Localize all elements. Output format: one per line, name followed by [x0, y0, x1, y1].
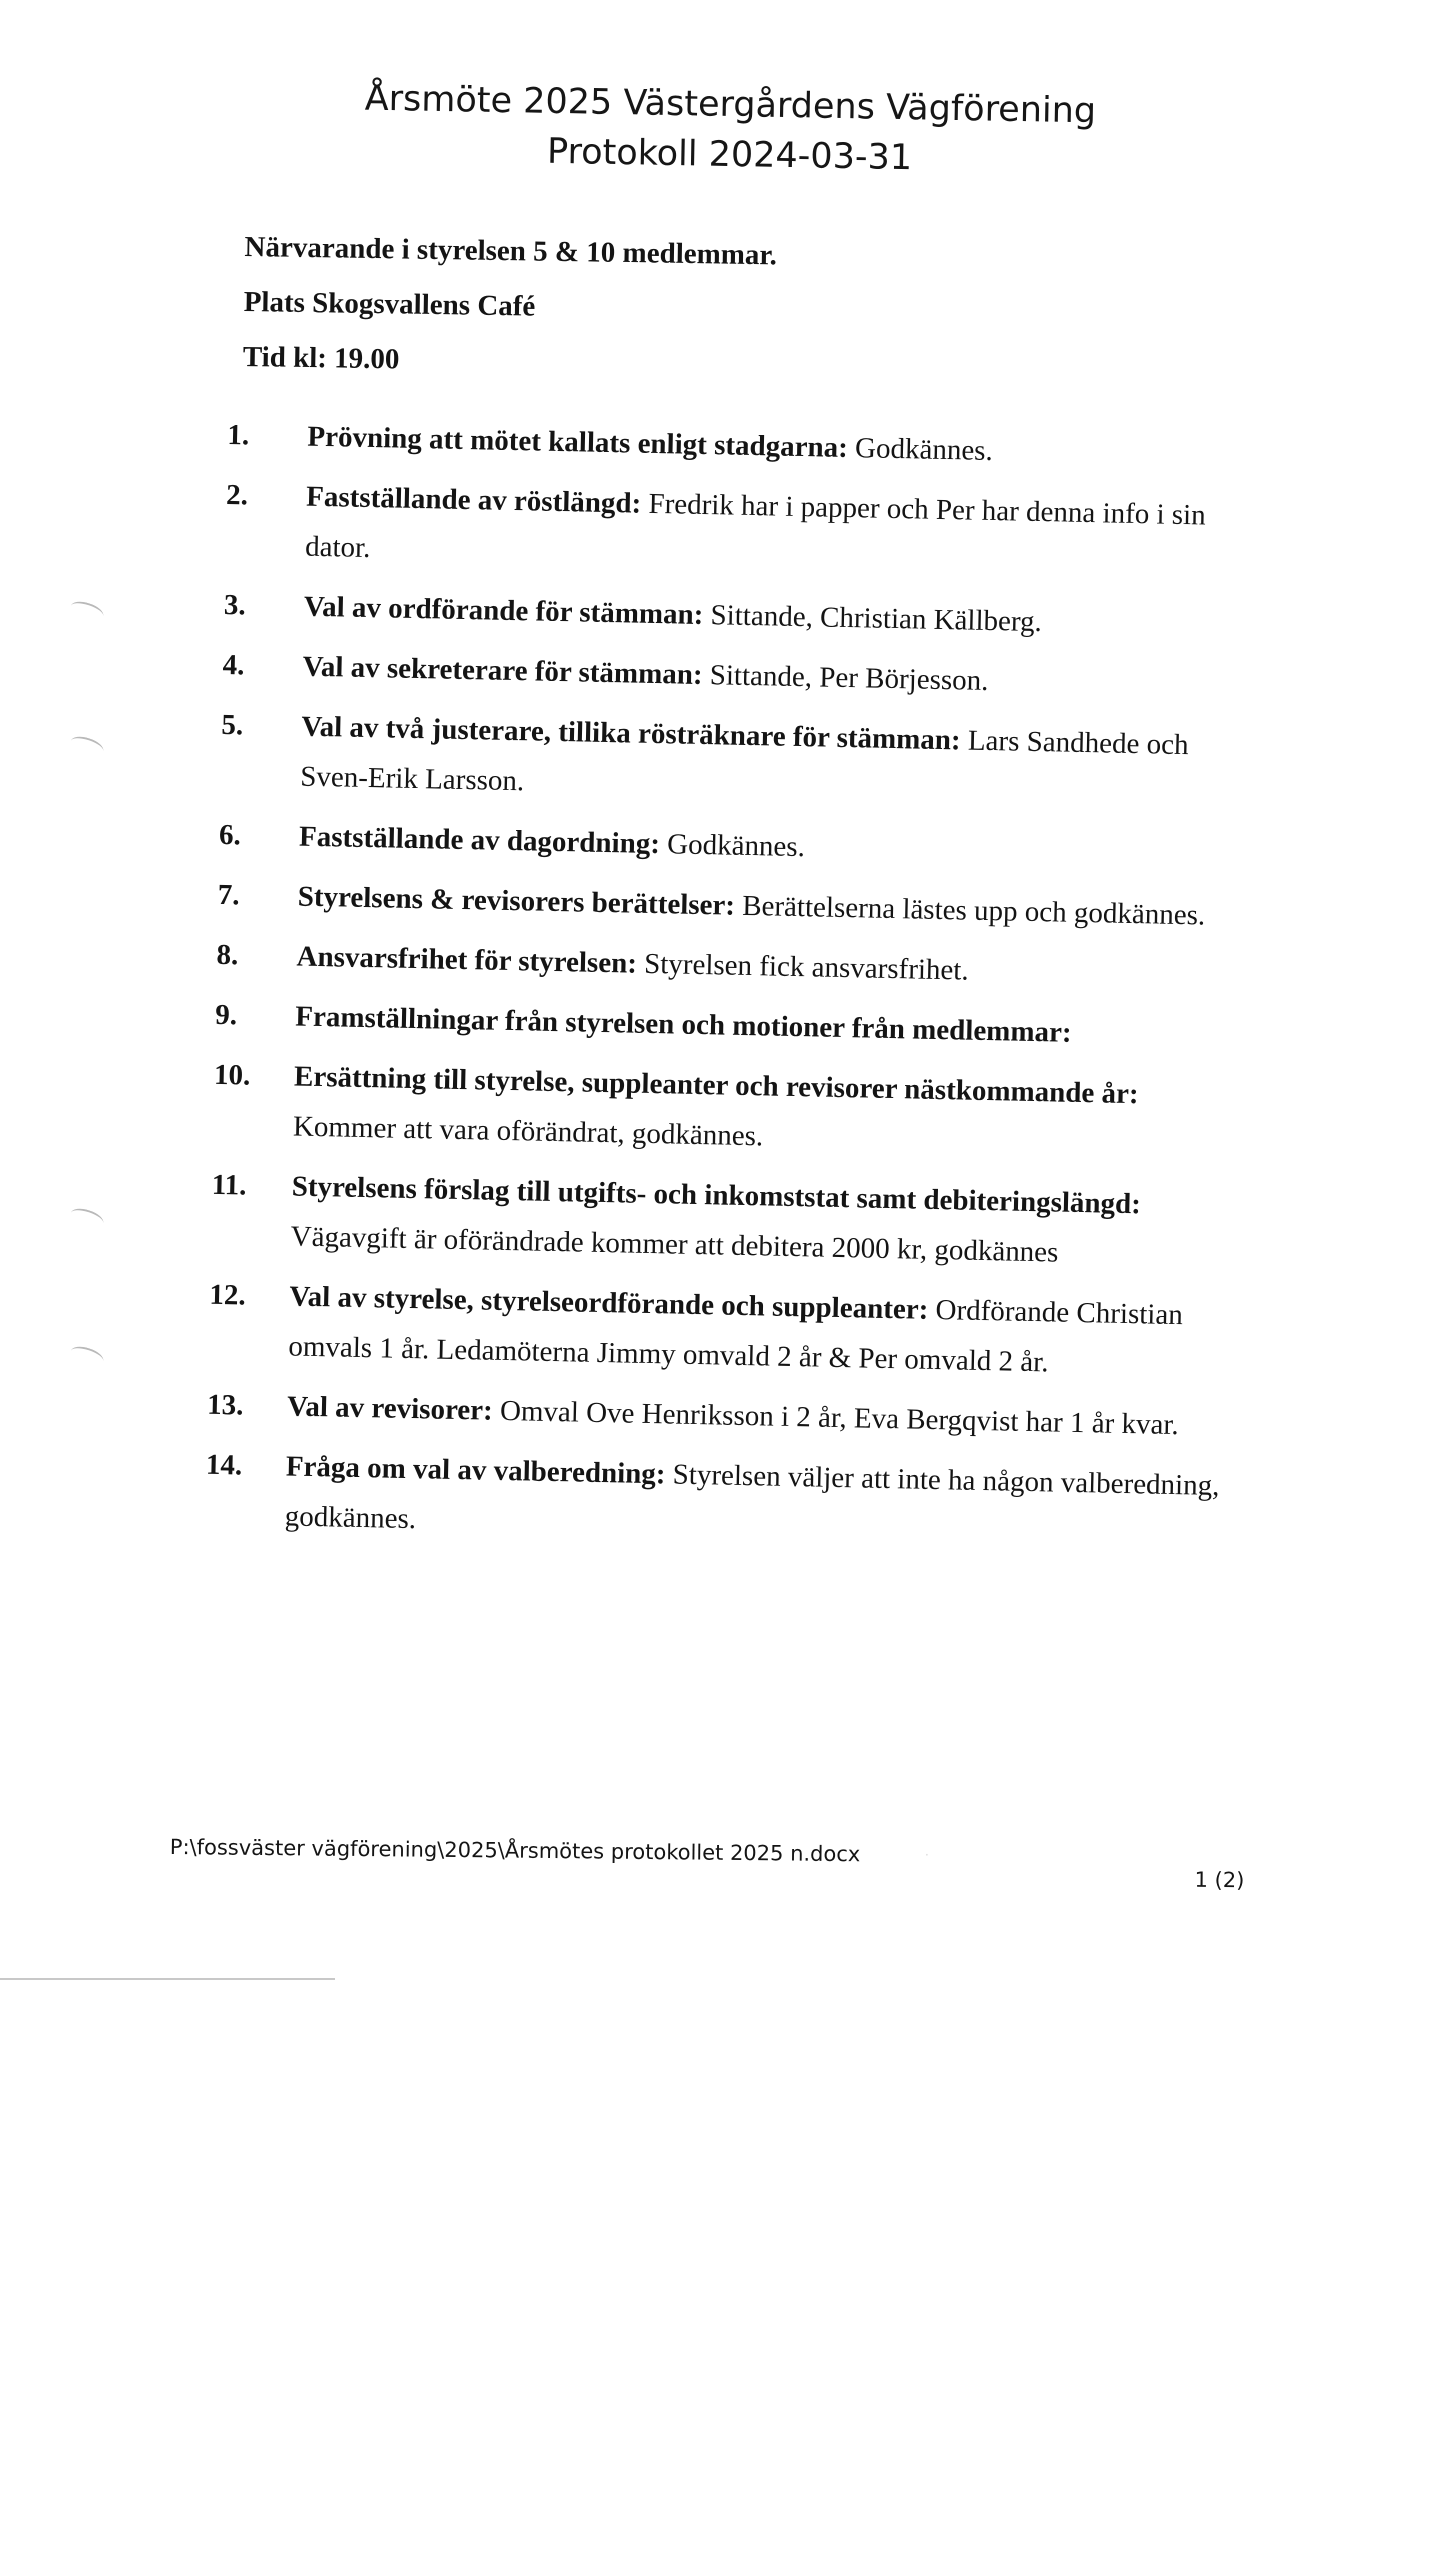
agenda-heading: Val av revisorer:	[286, 1390, 494, 1427]
meeting-info	[242, 220, 777, 393]
agenda-heading: Ersättning till styrelse, suppleanter och revisorer nästkommande år:	[293, 1060, 1139, 1111]
scan-mark	[68, 1205, 105, 1231]
agenda-heading: Styrelsens & revisorers berättelser:	[297, 880, 736, 922]
agenda-text: Lars Sandhede och Sven-Erik Larsson.	[300, 724, 1189, 798]
agenda-heading: Val av två justerare, tillika rösträknare för stämman:	[301, 710, 961, 757]
agenda-item	[219, 810, 1250, 882]
agenda-heading: Val av ordförande för stämman:	[303, 590, 704, 631]
agenda-text: Fredrik har i papper och Per har denna info i sin dator.	[304, 487, 1207, 565]
agenda-heading: Fastställande av röstlängd:	[305, 480, 642, 520]
page-number: 1 (2)	[1194, 1867, 1245, 1893]
agenda-number: 14.	[205, 1448, 243, 1482]
agenda-text: Berättelserna lästes upp och godkännes.	[734, 889, 1206, 932]
agenda-item	[213, 1050, 1245, 1172]
agenda-item	[223, 580, 1254, 652]
agenda-item	[216, 930, 1247, 1002]
scan-mark	[68, 598, 105, 624]
agenda-heading: Prövning att mötet kallats enligt stadgarna:	[307, 420, 849, 464]
agenda-text: Sittande, Christian Källberg.	[703, 599, 1043, 639]
agenda-list	[204, 410, 1258, 1571]
agenda-number: 7.	[217, 878, 240, 912]
agenda-text: Ordförande Christian omvals 1 år. Ledamöterna Jimmy omvald 2 år & Per omvald 2 år.	[288, 1293, 1184, 1379]
agenda-heading: Ansvarsfrihet för styrelsen:	[296, 940, 638, 980]
agenda-text: Kommer att vara oförändrat, godkännes.	[292, 1110, 764, 1153]
agenda-item	[225, 470, 1257, 592]
agenda-item	[208, 1270, 1240, 1392]
agenda-number: 5.	[221, 708, 244, 742]
title-line-1: Årsmöte 2025 Västergårdens Vägförening	[364, 78, 1097, 132]
title-line-2: Protokoll 2024-03-31	[546, 131, 913, 179]
agenda-heading: Framställningar från styrelsen och motioner från medlemmar:	[294, 1000, 1072, 1049]
agenda-number: 3.	[223, 588, 246, 622]
scan-speck: ·	[925, 1848, 929, 1862]
place-text: Plats Skogsvallens Café	[243, 285, 536, 323]
agenda-number: 13.	[206, 1388, 244, 1422]
agenda-text: Sittande, Per Börjesson.	[702, 659, 989, 697]
agenda-heading: Val av styrelse, styrelseordförande och suppleanter:	[289, 1280, 929, 1326]
agenda-item	[215, 990, 1246, 1062]
agenda-text: Vägavgift är oförändrade kommer att debitera 2000 kr, godkännes	[290, 1220, 1059, 1269]
agenda-text: Godkännes.	[659, 828, 806, 864]
agenda-number: 6.	[218, 818, 242, 852]
agenda-number: 11.	[211, 1168, 247, 1202]
agenda-item	[222, 640, 1253, 712]
agenda-text: Styrelsen fick ansvarsfrihet.	[636, 947, 969, 987]
agenda-text: Styrelsen väljer att inte ha någon valberedning, godkännes.	[284, 1458, 1220, 1536]
agenda-heading: Fråga om val av valberedning:	[285, 1450, 666, 1491]
attendance-text: Närvarande i styrelsen 5 & 10 medlemmar.	[244, 230, 778, 272]
agenda-number: 1.	[227, 418, 250, 452]
agenda-number: 12.	[209, 1278, 247, 1312]
file-path: P:\fossväster vägförening\2025\Årsmötes protokollet 2025 n.docx	[169, 1835, 861, 1867]
scan-mark	[68, 733, 105, 759]
agenda-item	[204, 1440, 1236, 1562]
agenda-heading: Val av sekreterare för stämman:	[302, 650, 703, 691]
agenda-heading: Fastställande av dagordning:	[298, 820, 661, 861]
agenda-item	[220, 700, 1252, 822]
agenda-item	[227, 410, 1258, 482]
agenda-number: 8.	[216, 938, 239, 972]
document-title	[249, 72, 1211, 189]
agenda-text: Omval Ove Henriksson i 2 år, Eva Bergqvist har 1 år kvar.	[492, 1394, 1180, 1442]
time-text: Tid kl: 19.00	[242, 340, 400, 376]
agenda-item	[210, 1160, 1242, 1282]
agenda-number: 4.	[222, 648, 245, 682]
page-footer	[169, 1835, 1270, 1893]
agenda-heading: Styrelsens förslag till utgifts- och inkomststat samt debiteringslängd:	[291, 1170, 1142, 1221]
agenda-item	[207, 1380, 1238, 1452]
agenda-number: 9.	[214, 998, 238, 1032]
scan-mark	[68, 1343, 105, 1369]
agenda-text: Godkännes.	[847, 431, 994, 468]
agenda-number: 2.	[225, 478, 249, 512]
scan-edge-line	[0, 1978, 335, 1980]
agenda-item	[217, 870, 1248, 942]
agenda-number: 10.	[213, 1058, 251, 1092]
